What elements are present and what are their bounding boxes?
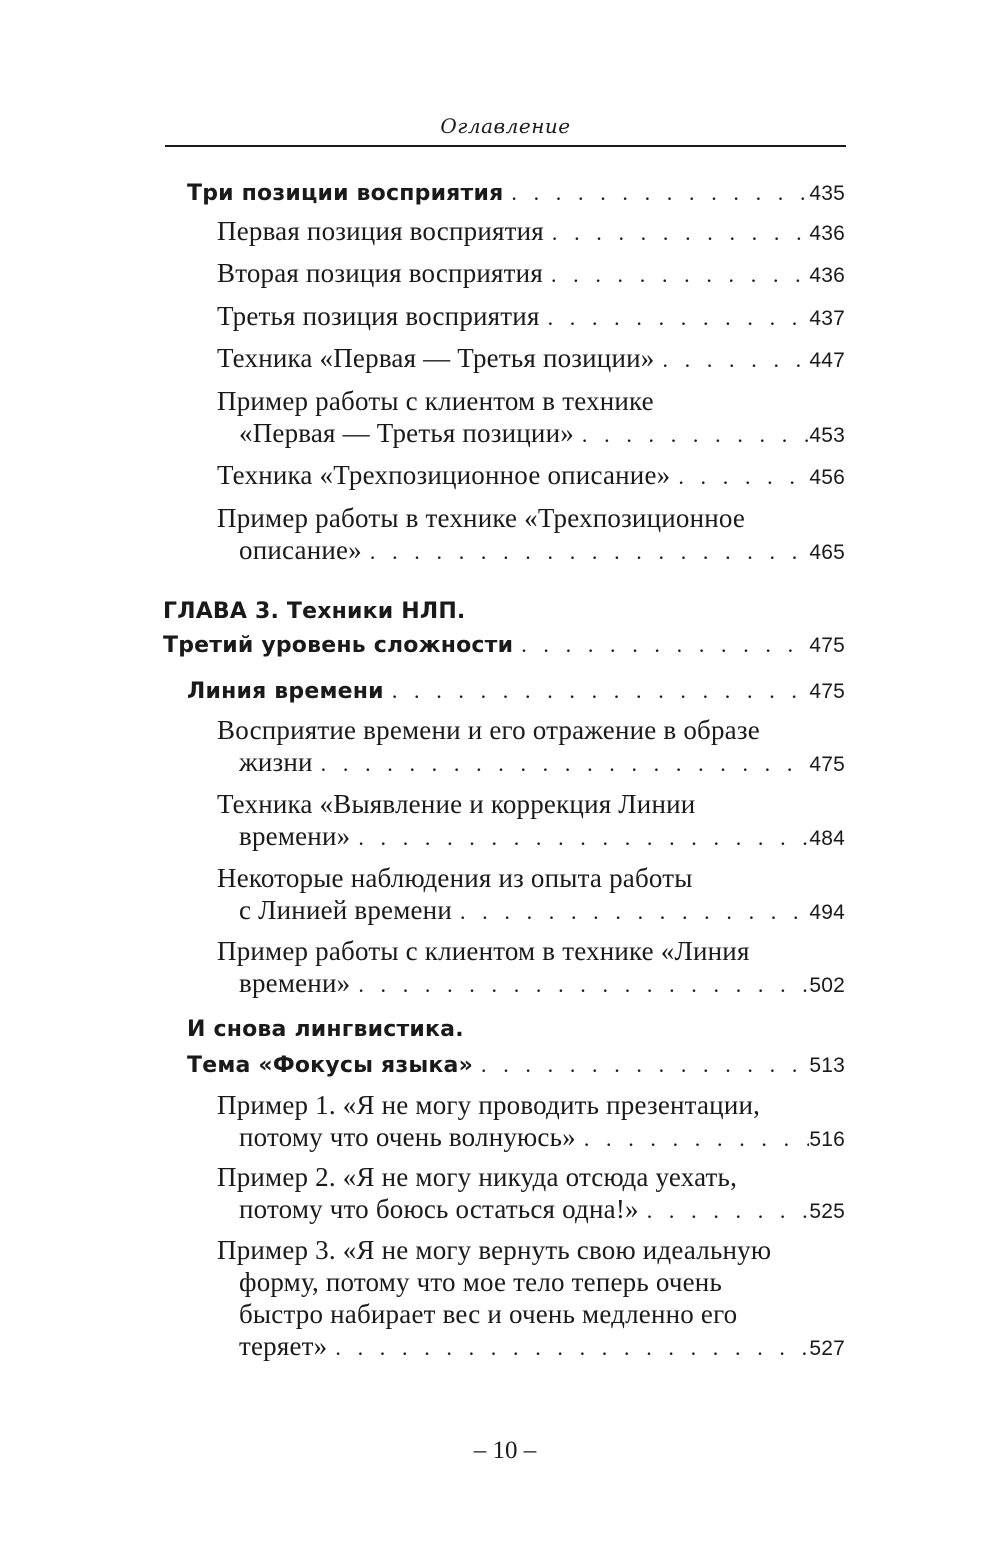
toc-entry-title: жизни <box>239 747 313 777</box>
dot-leader <box>513 632 809 658</box>
toc-entry-title: времени» <box>239 968 351 998</box>
toc-page-number: 447 <box>809 349 845 372</box>
toc-entry-title-line: Восприятие времени и его отражение в образе <box>217 715 760 745</box>
toc-entry-title-line: Пример работы с клиентом в технике «Линия <box>217 936 750 966</box>
toc-entry-title: с Линией времени <box>239 895 452 925</box>
toc-entry-title: «Первая — Третья позиции» <box>239 418 574 448</box>
dot-leader <box>639 1198 810 1224</box>
toc-entry-title-line: ГЛАВА 3. Техники НЛП. <box>163 599 466 624</box>
dot-leader <box>576 1126 810 1152</box>
toc-page-number: 453 <box>809 424 845 447</box>
toc-page-number: 456 <box>809 466 845 489</box>
dot-leader <box>327 1335 809 1361</box>
toc-entry-title: Линия времени <box>187 679 384 704</box>
toc-entry-title: теряет» <box>239 1331 328 1361</box>
toc-entry-title: Техника «Трехпозиционное описание» <box>217 460 671 490</box>
toc-entry-title: Третья позиция восприятия <box>217 301 540 331</box>
dot-leader <box>503 180 809 206</box>
toc-entry-title-line: Пример работы с клиентом в технике <box>217 386 654 416</box>
dot-leader <box>313 751 810 777</box>
toc-page-number: 494 <box>809 901 845 924</box>
toc-entry-title-line: быстро набирает вес и очень медленно его <box>239 1299 738 1329</box>
dot-leader <box>362 539 809 565</box>
toc-page-number: 436 <box>809 222 845 245</box>
dot-leader <box>654 347 809 373</box>
dot-leader <box>670 464 809 490</box>
toc-page-number: 516 <box>809 1128 845 1151</box>
toc-entry-title: Вторая позиция восприятия <box>217 258 543 288</box>
toc-entry-title: Первая позиция восприятия <box>217 216 544 246</box>
toc-entry-title: описание» <box>239 535 362 565</box>
dot-leader <box>452 899 809 925</box>
dot-leader <box>384 678 810 704</box>
toc-entry-title: Три позиции восприятия <box>187 181 504 206</box>
toc-entry-title: Третий уровень сложности <box>163 633 514 658</box>
dot-leader <box>574 422 809 448</box>
toc-page-number: 475 <box>809 753 845 776</box>
toc-entry-title-line: Пример 3. «Я не могу вернуть свою идеальную <box>217 1235 772 1265</box>
toc-page-number: 502 <box>809 974 845 997</box>
dot-leader <box>473 1052 809 1078</box>
dot-leader <box>540 305 810 331</box>
dot-leader <box>350 972 809 998</box>
toc-page-number: 465 <box>809 541 845 564</box>
toc-entry-title: потому что очень волнуюсь» <box>239 1122 576 1152</box>
toc-page-number: 437 <box>809 307 845 330</box>
toc-entry-title: Техника «Первая — Третья позиции» <box>217 343 655 373</box>
toc-entry-title: потому что боюсь остаться одна!» <box>239 1194 639 1224</box>
toc-page-number: 435 <box>809 182 845 205</box>
toc-page-number: 484 <box>809 827 845 850</box>
dot-leader <box>544 220 809 246</box>
toc-entry-title-line: И снова лингвистика. <box>187 1017 464 1042</box>
page-number: – 10 – <box>473 1437 537 1464</box>
toc-entry-title-line: Техника «Выявление и коррекция Линии <box>217 789 696 819</box>
toc-entry-title-line: Пример 2. «Я не могу никуда отсюда уехать, <box>217 1162 738 1192</box>
running-head: Оглавление <box>440 114 571 138</box>
toc-page-number: 475 <box>809 634 845 657</box>
toc-page-number: 436 <box>809 264 845 287</box>
toc-page-number: 513 <box>809 1054 845 1077</box>
toc-page-number: 525 <box>809 1200 845 1223</box>
toc-entry-title-line: форму, потому что мое тело теперь очень <box>239 1267 722 1297</box>
toc-entry-title-line: Пример 1. «Я не могу проводить презентации, <box>217 1090 761 1120</box>
toc-entry-title: времени» <box>239 821 351 851</box>
toc-entry-title-line: Некоторые наблюдения из опыта работы <box>217 863 693 893</box>
dot-leader <box>543 262 809 288</box>
dot-leader <box>350 825 809 851</box>
toc-entry-title-line: Пример работы в технике «Трехпозиционное <box>217 503 746 533</box>
toc-page-number: 527 <box>809 1337 845 1360</box>
toc-entry-title: Тема «Фокусы языка» <box>187 1053 474 1078</box>
toc-page-number: 475 <box>809 680 845 703</box>
